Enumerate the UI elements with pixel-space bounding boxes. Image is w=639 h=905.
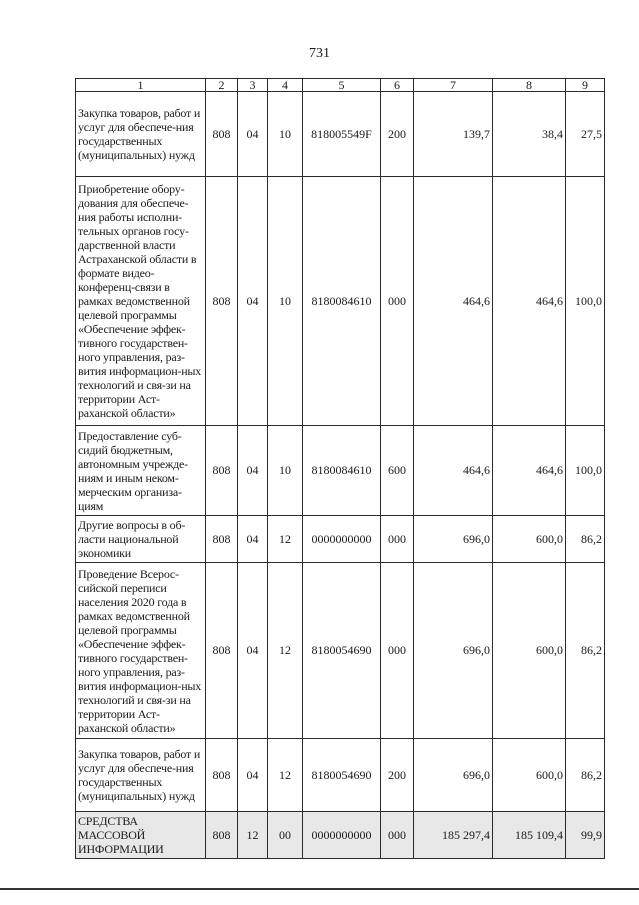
cell-section: 12 <box>238 812 268 859</box>
table-row <box>76 177 605 426</box>
column-header: 1 <box>76 79 206 92</box>
cell-ministry: 808 <box>206 739 238 812</box>
cell-subsection: 10 <box>268 177 303 426</box>
cell-expense-type: 200 <box>381 92 414 177</box>
cell-subsection: 12 <box>268 563 303 739</box>
cell-section: 04 <box>238 563 268 739</box>
row-name: СРЕДСТВА МАССОВОЙ ИНФОРМАЦИИ <box>76 812 206 859</box>
cell-percent: 27,5 <box>566 92 605 177</box>
cell-target-code: 0000000000 <box>303 516 381 563</box>
cell-ministry: 808 <box>206 177 238 426</box>
cell-planned: 464,6 <box>414 426 493 516</box>
column-header: 7 <box>414 79 493 92</box>
table-row <box>76 516 605 563</box>
column-header: 8 <box>493 79 566 92</box>
cell-target-code: 8180054690 <box>303 563 381 739</box>
cell-subsection: 10 <box>268 92 303 177</box>
page-number: 731 <box>309 46 330 61</box>
row-name: Закупка товаров, работ и услуг для обеспече-ния государственных (муниципальных) нужд <box>76 739 206 812</box>
cell-planned: 185 297,4 <box>414 812 493 859</box>
row-name: Приобретение обору-дования для обеспече-ния работы исполни-тельных органов госу-дарственной власти Астраханской области в формате видео-конференц-связи в рамках ведомственной целевой программы «Обеспечение эффек-тивного государствен-ного управления, раз-вития информацион-ных технологий и свя-зи на территории Аст-раханской области» <box>76 177 206 426</box>
cell-executed: 600,0 <box>493 563 566 739</box>
cell-ministry: 808 <box>206 516 238 563</box>
cell-expense-type: 000 <box>381 516 414 563</box>
cell-planned: 696,0 <box>414 739 493 812</box>
cell-executed: 185 109,4 <box>493 812 566 859</box>
cell-ministry: 808 <box>206 426 238 516</box>
row-name: Другие вопросы в об-ласти национальной экономики <box>76 516 206 563</box>
cell-executed: 38,4 <box>493 92 566 177</box>
cell-subsection: 00 <box>268 812 303 859</box>
cell-executed: 600,0 <box>493 516 566 563</box>
page-bottom-edge <box>0 888 639 890</box>
cell-expense-type: 600 <box>381 426 414 516</box>
row-name: Проведение Всерос-сийской переписи населения 2020 года в рамках ведомственной целевой программы «Обеспечение эффек-тивного государствен-ного управления, раз-вития информацион-ных технологий и свя-зи на территории Аст-раханской области» <box>76 563 206 739</box>
cell-percent: 100,0 <box>566 177 605 426</box>
column-header: 3 <box>238 79 268 92</box>
cell-section: 04 <box>238 739 268 812</box>
cell-executed: 464,6 <box>493 177 566 426</box>
cell-target-code: 8180054690 <box>303 739 381 812</box>
table-row <box>76 92 605 177</box>
cell-section: 04 <box>238 92 268 177</box>
cell-planned: 696,0 <box>414 563 493 739</box>
cell-percent: 100,0 <box>566 426 605 516</box>
table-row <box>76 812 605 859</box>
column-header: 2 <box>206 79 238 92</box>
cell-percent: 99,9 <box>566 812 605 859</box>
column-header: 6 <box>381 79 414 92</box>
cell-target-code: 0000000000 <box>303 812 381 859</box>
table-row <box>76 563 605 739</box>
cell-percent: 86,2 <box>566 516 605 563</box>
column-header: 4 <box>268 79 303 92</box>
cell-subsection: 12 <box>268 516 303 563</box>
cell-planned: 139,7 <box>414 92 493 177</box>
cell-expense-type: 200 <box>381 739 414 812</box>
cell-target-code: 8180084610 <box>303 426 381 516</box>
cell-ministry: 808 <box>206 563 238 739</box>
cell-planned: 464,6 <box>414 177 493 426</box>
cell-percent: 86,2 <box>566 563 605 739</box>
cell-expense-type: 000 <box>381 177 414 426</box>
cell-target-code: 818005549F <box>303 92 381 177</box>
budget-table <box>75 78 605 859</box>
column-header: 9 <box>566 79 605 92</box>
cell-ministry: 808 <box>206 92 238 177</box>
table-row <box>76 739 605 812</box>
cell-section: 04 <box>238 177 268 426</box>
row-name: Предоставление суб-сидий бюджетным, автономным учрежде-ниям и иным неком-мерческим организа-циям <box>76 426 206 516</box>
cell-expense-type: 000 <box>381 563 414 739</box>
cell-executed: 464,6 <box>493 426 566 516</box>
cell-section: 04 <box>238 516 268 563</box>
column-header: 5 <box>303 79 381 92</box>
header-row <box>76 79 605 92</box>
cell-subsection: 12 <box>268 739 303 812</box>
table-row <box>76 426 605 516</box>
cell-subsection: 10 <box>268 426 303 516</box>
cell-expense-type: 000 <box>381 812 414 859</box>
cell-section: 04 <box>238 426 268 516</box>
cell-percent: 86,2 <box>566 739 605 812</box>
cell-executed: 600,0 <box>493 739 566 812</box>
cell-target-code: 8180084610 <box>303 177 381 426</box>
row-name: Закупка товаров, работ и услуг для обеспече-ния государственных (муниципальных) нужд <box>76 92 206 177</box>
cell-planned: 696,0 <box>414 516 493 563</box>
cell-ministry: 808 <box>206 812 238 859</box>
